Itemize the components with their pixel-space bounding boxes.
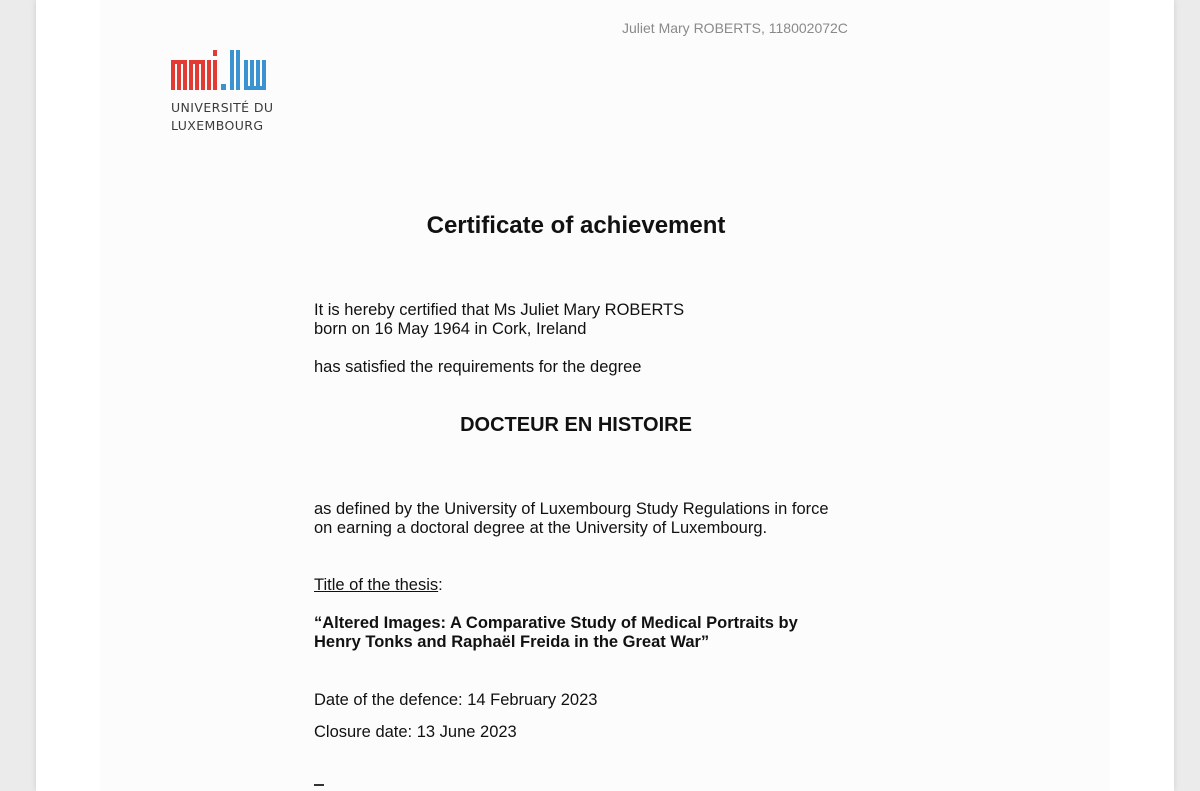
cut-off-text-fragment bbox=[314, 784, 324, 786]
regulations-statement bbox=[314, 500, 840, 538]
university-logo bbox=[171, 48, 274, 134]
degree-name: DOCTEUR EN HISTOIRE bbox=[460, 414, 692, 436]
closure-date: Closure date: 13 June 2023 bbox=[314, 723, 517, 741]
certificate-title: Certificate of achievement bbox=[426, 212, 726, 239]
thesis-label: Title of the thesis bbox=[314, 576, 439, 594]
thesis-title bbox=[314, 614, 854, 652]
certify-statement bbox=[314, 301, 840, 339]
regulations-line-1: as defined by the University of Luxembourg Study Regulations in force bbox=[314, 500, 829, 518]
uni-lu-logo-mark-icon bbox=[171, 48, 271, 108]
logo-text-line1: UNIVERSITÉ DU bbox=[171, 100, 274, 115]
certify-line-1: It is hereby certified that Ms Juliet Mary ROBERTS bbox=[314, 301, 685, 319]
regulations-line-2: on earning a doctoral degree at the University of Luxembourg. bbox=[314, 519, 768, 537]
defence-date: Date of the defence: 14 February 2023 bbox=[314, 691, 598, 709]
thesis-title-line-1: “Altered Images: A Comparative Study of Medical Portraits by bbox=[314, 614, 798, 632]
logo-text-line2: LUXEMBOURG bbox=[171, 118, 264, 133]
holder-id-header: Juliet Mary ROBERTS, 118002072C bbox=[622, 20, 848, 36]
thesis-label-colon: : bbox=[438, 576, 443, 594]
certify-line-2: born on 16 May 1964 in Cork, Ireland bbox=[314, 320, 587, 338]
thesis-title-line-2: Henry Tonks and Raphaël Freida in the Great War” bbox=[314, 633, 710, 651]
thesis-label-row bbox=[314, 576, 840, 595]
requirements-statement: has satisfied the requirements for the degree bbox=[314, 358, 642, 376]
